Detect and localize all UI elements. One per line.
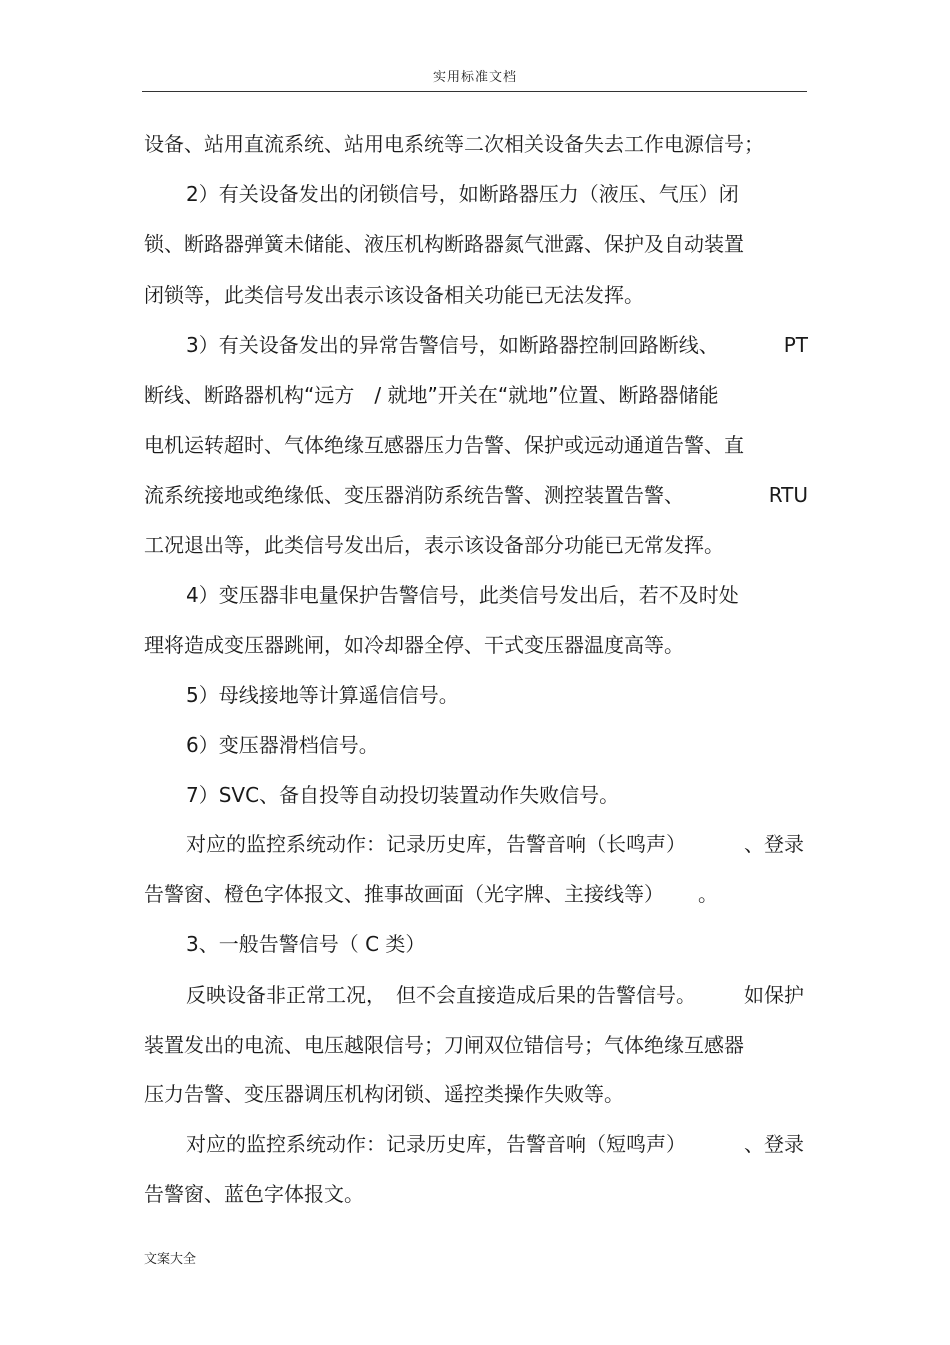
text-segment: 如保护 [744,983,804,1007]
page-header: 实用标准文档 [432,70,517,85]
text-line [186,981,804,1009]
text-segment: 告警窗、橙色字体报文、推事故画面（光字牌、主接线等） [144,882,664,906]
text-segment: 3）有关设备发出的异常告警信号，如断路器控制回路断线、 [186,333,719,357]
text-line: 告警窗、蓝色字体报文。 [144,1182,364,1206]
text-line: 4）变压器非电量保护告警信号，此类信号发出后，若不及时处 [186,583,739,607]
text-line: 2）有关设备发出的闭锁信号，如断路器压力（液压、气压）闭 [186,182,739,206]
text-line: 断线、断路器机构“远方 / 就地”开关在“就地”位置、断路器储能 [144,383,719,407]
section-heading: 3、一般告警信号（ C 类） [186,932,426,956]
text-segment: 反映设备非正常工况， 但不会直接造成后果的告警信号。 [186,983,696,1007]
text-line: 工况退出等，此类信号发出后，表示该设备部分功能已无常发挥。 [144,533,724,557]
text-line: 压力告警、变压器调压机构闭锁、遥控类操作失败等。 [144,1082,624,1106]
text-segment: RTU [768,483,808,507]
text-segment: 、登录 [744,1132,804,1156]
text-line: 装置发出的电流、电压越限信号；刀闸双位错信号；气体绝缘互感器 [144,1033,744,1057]
text-line [186,331,808,359]
text-line: 设备、站用直流系统、站用电系统等二次相关设备失去工作电源信号； [144,132,764,156]
text-line: 7）SVC、备自投等自动投切装置动作失败信号。 [186,783,620,807]
text-line: 理将造成变压器跳闸，如冷却器全停、干式变压器温度高等。 [144,633,684,657]
text-segment: 对应的监控系统动作：记录历史库，告警音响（长鸣声） [186,832,686,856]
text-line [186,1130,804,1158]
text-line: 6）变压器滑档信号。 [186,733,379,757]
text-segment: 对应的监控系统动作：记录历史库，告警音响（短鸣声） [186,1132,686,1156]
text-line: 电机运转超时、气体绝缘互感器压力告警、保护或远动通道告警、直 [144,433,744,457]
header-divider [142,91,807,92]
text-line [144,880,814,908]
page-footer: 文案大全 [144,1252,197,1267]
text-segment: PT [783,333,808,357]
text-line [144,481,808,509]
text-line [186,830,804,858]
text-segment: 、登录 [744,832,804,856]
text-segment: 。 [698,882,718,906]
text-line: 闭锁等，此类信号发出表示该设备相关功能已无法发挥。 [144,283,644,307]
text-line: 锁、断路器弹簧未储能、液压机构断路器氮气泄露、保护及自动装置 [144,232,744,256]
text-segment: 流系统接地或绝缘低、变压器消防系统告警、测控装置告警、 [144,483,684,507]
text-line: 5）母线接地等计算遥信信号。 [186,683,459,707]
